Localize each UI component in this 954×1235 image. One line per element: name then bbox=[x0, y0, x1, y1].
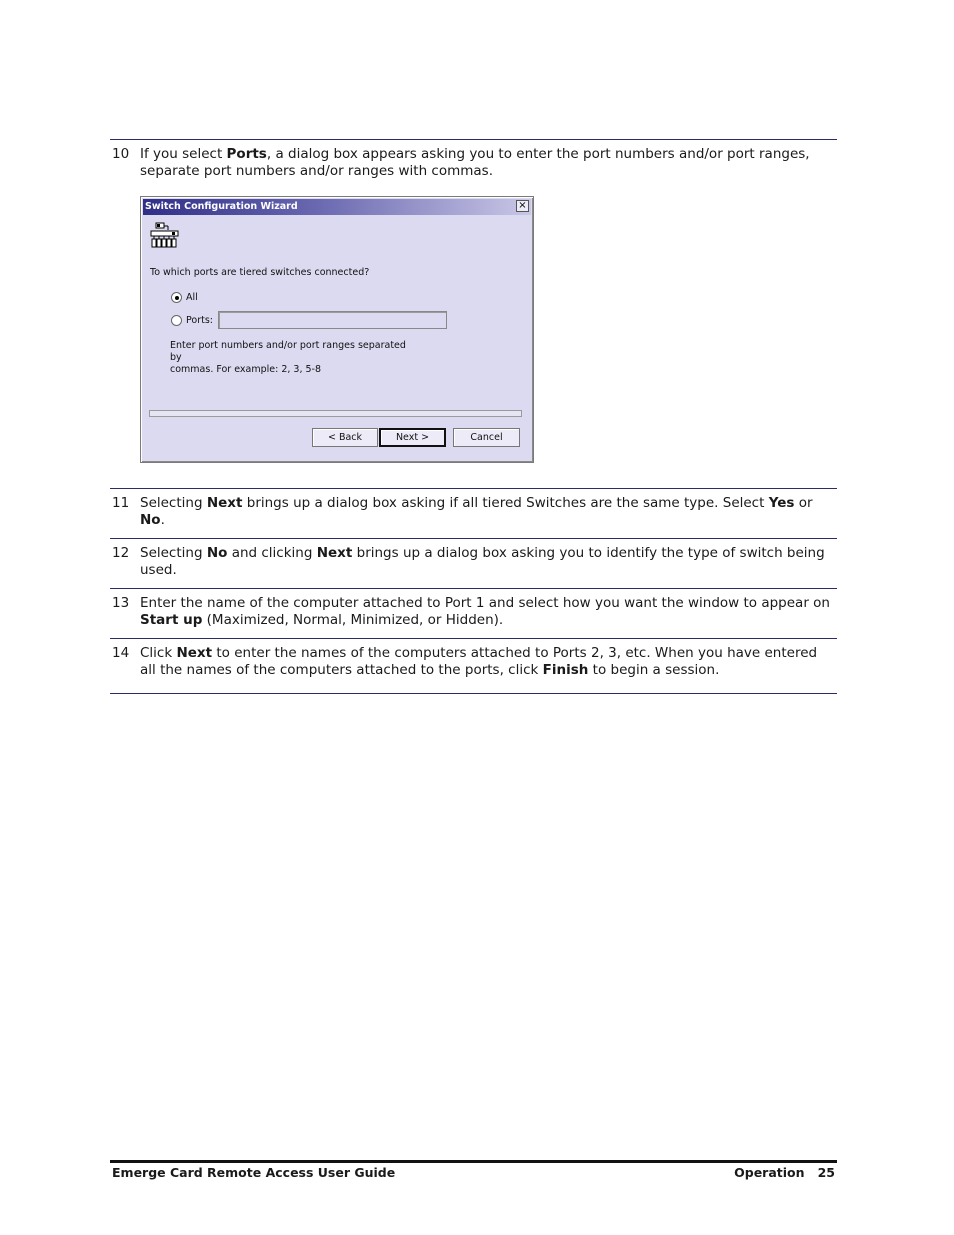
radio-ports-label: Ports: bbox=[186, 315, 213, 326]
footer-page-info bbox=[734, 1165, 835, 1180]
step-10 bbox=[110, 139, 837, 488]
step-number: 12 bbox=[112, 545, 130, 561]
back-button[interactable]: < Back bbox=[312, 428, 378, 447]
step-12 bbox=[110, 538, 837, 588]
step-number: 14 bbox=[112, 645, 130, 661]
bold-term: Finish bbox=[542, 662, 589, 678]
dialog-titlebar bbox=[143, 199, 531, 215]
dialog-separator bbox=[149, 410, 522, 417]
step-text bbox=[140, 645, 837, 679]
footer-section: Operation bbox=[734, 1165, 805, 1180]
step-14 bbox=[110, 638, 837, 694]
bold-term: Start up bbox=[140, 612, 203, 628]
steps-list bbox=[110, 139, 837, 694]
page-number: 25 bbox=[817, 1165, 835, 1180]
hint-line: Enter port numbers and/or port ranges separated by bbox=[170, 340, 406, 363]
text-run: brings up a dialog box asking you to identify the type of switch being used. bbox=[140, 545, 825, 578]
hint-line: commas. For example: 2, 3, 5-8 bbox=[170, 364, 322, 375]
text-run: or bbox=[794, 495, 813, 511]
switch-configuration-dialog bbox=[140, 196, 534, 463]
step-11 bbox=[110, 488, 837, 538]
step-text bbox=[140, 146, 837, 180]
bold-term: Next bbox=[206, 495, 243, 511]
dialog-question: To which ports are tiered switches connected? bbox=[150, 267, 370, 278]
text-run: (Maximized, Normal, Minimized, or Hidden). bbox=[202, 612, 504, 628]
radio-ports[interactable] bbox=[171, 315, 213, 326]
dialog-title: Switch Configuration Wizard bbox=[145, 201, 298, 212]
text-run: Enter the name of the computer attached to Port 1 and select how you want the window to appear on bbox=[140, 595, 830, 611]
bold-term: No bbox=[140, 512, 161, 528]
footer-rule bbox=[110, 1160, 837, 1163]
step-13 bbox=[110, 588, 837, 638]
step-text bbox=[140, 495, 837, 529]
step-number: 11 bbox=[112, 495, 130, 511]
bold-term: No bbox=[206, 545, 228, 561]
text-run: If you select bbox=[140, 146, 227, 162]
step-text bbox=[140, 545, 837, 579]
bold-term: Next bbox=[176, 645, 213, 661]
radio-all-button[interactable] bbox=[171, 292, 182, 303]
text-run: Selecting bbox=[140, 495, 207, 511]
next-button[interactable]: Next > bbox=[379, 428, 446, 447]
step-number: 13 bbox=[112, 595, 130, 611]
switch-icon bbox=[150, 222, 180, 252]
ports-input[interactable] bbox=[218, 311, 447, 329]
dialog-hint bbox=[170, 340, 410, 376]
bold-term: Ports bbox=[226, 146, 267, 162]
text-run: and clicking bbox=[227, 545, 317, 561]
radio-all-label: All bbox=[186, 292, 198, 303]
radio-all[interactable] bbox=[171, 292, 198, 303]
close-icon[interactable]: × bbox=[516, 200, 529, 212]
step-text bbox=[140, 595, 837, 629]
cancel-button[interactable]: Cancel bbox=[453, 428, 520, 447]
bold-term: Yes bbox=[768, 495, 795, 511]
text-run: to enter the names of the computers attached to Ports 2, 3, etc. When you have entered all the names of the computers attached to the ports, click bbox=[140, 645, 818, 678]
text-run: . bbox=[160, 512, 165, 528]
footer-guide-title: Emerge Card Remote Access User Guide bbox=[112, 1165, 396, 1180]
radio-ports-button[interactable] bbox=[171, 315, 182, 326]
text-run: to begin a session. bbox=[588, 662, 720, 678]
text-run: Click bbox=[140, 645, 177, 661]
bold-term: Next bbox=[316, 545, 353, 561]
text-run: Selecting bbox=[140, 545, 207, 561]
text-run: , a dialog box appears asking you to enter the port numbers and/or port ranges, separate port numbers and/or ranges with commas. bbox=[140, 146, 810, 179]
step-number: 10 bbox=[112, 146, 130, 162]
text-run: brings up a dialog box asking if all tiered Switches are the same type. Select bbox=[242, 495, 769, 511]
